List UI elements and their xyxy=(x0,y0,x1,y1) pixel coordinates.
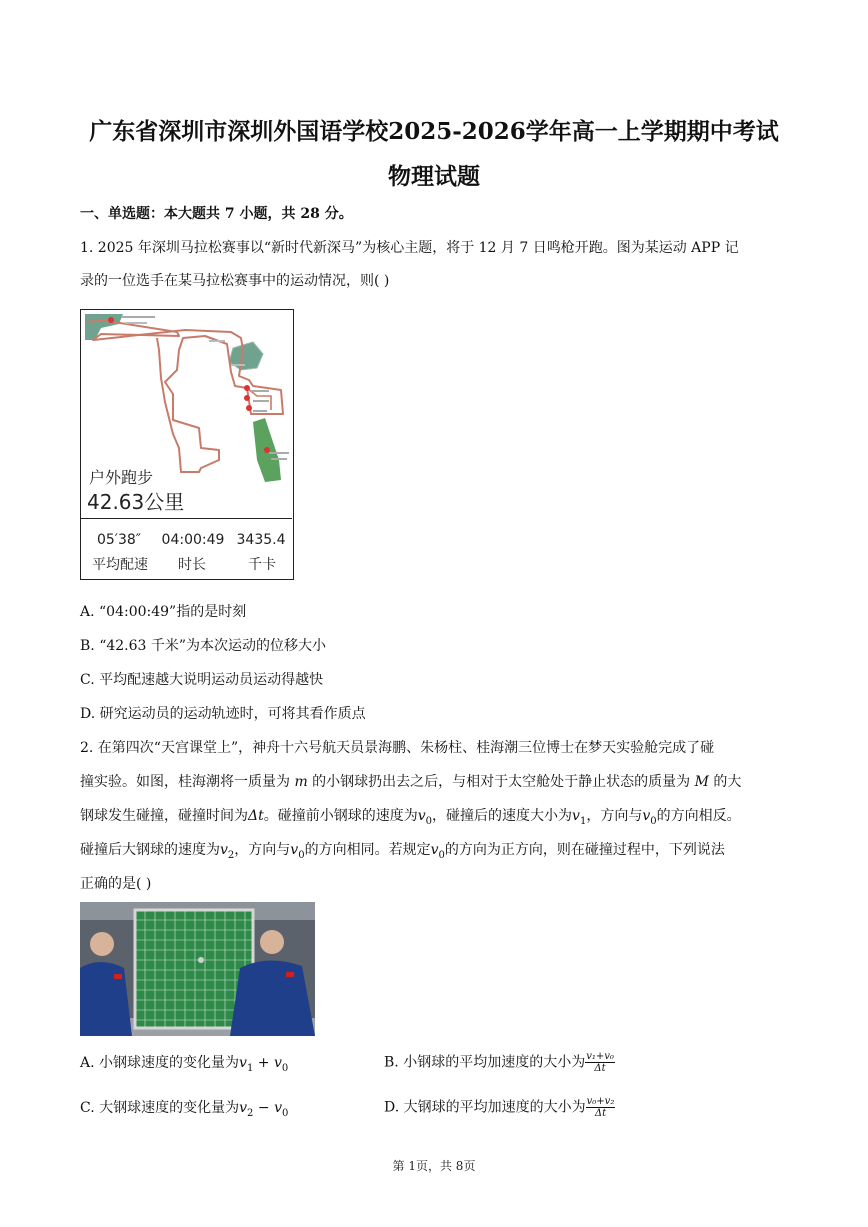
duration-value: 04:00:49 xyxy=(161,532,225,548)
q1-stem-line1: 1. 2025 年深圳马拉松赛事以“新时代新深马”为核心主题，将于 12 月 7 日鸣枪开跑。图为某运动 APP 记 xyxy=(80,240,739,256)
astronaut-left-head xyxy=(90,932,114,956)
q2-option-d[interactable]: D. 大钢球的平均加速度的大小为 $\frac{\text{v₀+v₂}}{\Delta t}$ xyxy=(384,1096,615,1119)
q2-stem-line5: 正确的是( ) xyxy=(80,876,152,892)
running-app-figure xyxy=(80,309,294,580)
calories-label: 千卡 xyxy=(248,557,276,573)
exam-title-line1: 广东省深圳市深圳外国语学校2025-2026学年高一上学期期中考试 xyxy=(89,118,779,145)
q2-option-b[interactable]: B. 小钢球的平均加速度的大小为 $\frac{\text{v₁+v₀}}{\Delta t}$ xyxy=(384,1051,614,1074)
astronaut-right-body xyxy=(230,960,315,1036)
steel-ball xyxy=(198,957,204,963)
pace-label: 平均配速 xyxy=(92,557,148,573)
page-footer: 第 1页，共 8页 xyxy=(392,1159,476,1173)
activity-type: 户外跑步 xyxy=(89,468,154,487)
lake-area xyxy=(85,314,123,340)
q2-option-d-fraction: $\frac{\text{v₀+v₂}}{\Delta t}$ xyxy=(586,1096,615,1119)
q2-stem-line2: 撞实验。如图，桂海潮将一质量为 m 的小钢球扔出去之后，与相对于太空舱处于静止状态的质量为 M 的大 xyxy=(80,774,742,790)
q2-stem-line4: 碰撞后大钢球的速度为$v_2$，方向与$v_0$的方向相同。若规定$v_0$的方向为正方向，则在碰撞过程中，下列说法 xyxy=(80,842,725,861)
q1-option-b[interactable]: B. “42.63 千米”为本次运动的位移大小 xyxy=(80,638,327,654)
q2-stem-line1: 2. 在第四次“天宫课堂上”，神舟十六号航天员景海鹏、朱杨柱、桂海潮三位博士在梦天实验舱完成了碰 xyxy=(80,740,715,756)
stats-divider xyxy=(81,518,292,519)
q2-option-b-fraction: $\frac{\text{v₁+v₀}}{\Delta t}$ xyxy=(586,1051,614,1074)
photo-illustration xyxy=(80,902,315,1036)
astronaut-left-body xyxy=(80,962,132,1036)
q1-option-c[interactable]: C. 平均配速越大说明运动员运动得越快 xyxy=(80,672,324,688)
checkpoint-marker-1 xyxy=(244,385,250,391)
section-heading: 一、单选题：本大题共 7 小题，共 28 分。 xyxy=(80,206,353,222)
q2-option-c[interactable]: C. 大钢球速度的变化量为$v_2 - v_0$ xyxy=(80,1100,289,1119)
astronaut-right-head xyxy=(260,930,284,954)
distance-value: 42.63公里 xyxy=(87,490,185,514)
start-marker xyxy=(108,317,114,323)
q1-option-a[interactable]: A. “04:00:49”指的是时刻 xyxy=(80,604,247,620)
duration-label: 时长 xyxy=(178,557,206,573)
calories-value: 3435.4 xyxy=(236,532,286,548)
q1-stem-line2: 录的一位选手在某马拉松赛事中的运动情况，则( ) xyxy=(80,273,390,289)
q2-stem-line3: 钢球发生碰撞，碰撞时间为Δt。碰撞前小钢球的速度为$v_0$，碰撞后的速度大小为$v_1$，方向与$v_0$的方向相反。 xyxy=(80,808,741,827)
exam-title-line2: 物理试题 xyxy=(388,163,480,190)
checkpoint-marker-3 xyxy=(246,405,252,411)
pace-value: 05′38″ xyxy=(96,532,142,548)
q1-option-d[interactable]: D. 研究运动员的运动轨迹时，可将其看作质点 xyxy=(80,706,366,722)
space-station-photo xyxy=(80,902,315,1036)
q2-option-a[interactable]: A. 小钢球速度的变化量为$v_1 + v_0$ xyxy=(80,1055,289,1074)
checkpoint-marker-2 xyxy=(244,395,250,401)
